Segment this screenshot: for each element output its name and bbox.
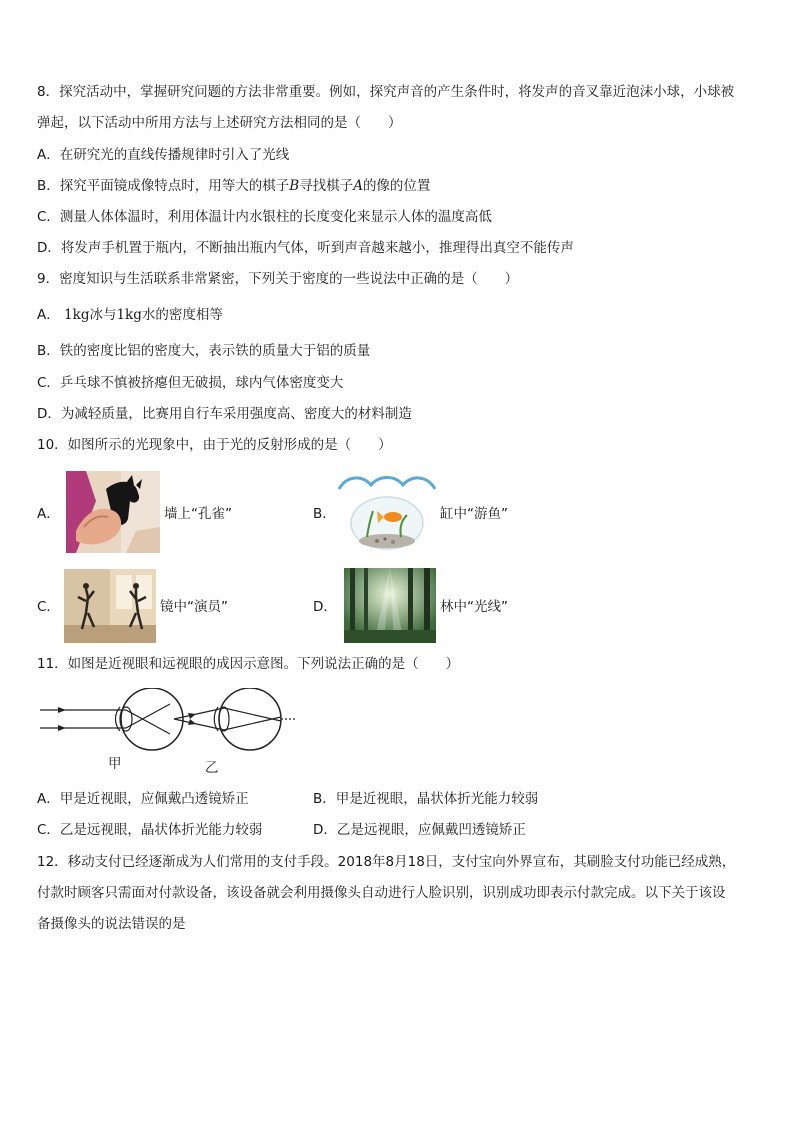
q9-option-a-letter: A．: [37, 307, 60, 323]
q8-option-b-end: 的像的位置: [362, 178, 431, 194]
q10-option-a-caption: 墙上“孔雀”: [164, 506, 232, 522]
q10-option-c-letter[interactable]: C．: [37, 599, 60, 615]
q9-option-a-unit2: 1kg: [116, 307, 142, 323]
q10-option-d-letter[interactable]: D．: [313, 599, 337, 615]
q8-stem-line2: 弹起，以下活动中所用方法与上述研究方法相同的是（ ）: [37, 115, 402, 131]
shadow-peacock-image: [66, 471, 160, 553]
q10-option-b-caption: 缸中“游鱼”: [440, 506, 508, 522]
eye-1-outline: [121, 688, 183, 750]
q10-option-a-image[interactable]: [66, 471, 160, 553]
q12-stem-line1: 12．移动支付已经逐渐成为人们常用的支付手段。2018年8月18日，支付宝向外界宣布，其刷脸支付功能已经成熟，: [37, 854, 736, 870]
q9-option-d[interactable]: D．为减轻质量，比赛用自行车采用强度高、密度大的材料制造: [37, 406, 412, 422]
q12-stem-line2: 付款时顾客只需面对付款设备，该设备就会利用摄像头自动进行人脸识别，识别成功即表示付款完成。以下关于该设: [37, 885, 726, 901]
q11-fig-label-1: 甲: [108, 756, 122, 772]
q8-option-b[interactable]: [37, 178, 430, 194]
q11-stem: 11．如图是近视眼和远视眼的成因示意图。下列说法正确的是（ ）: [37, 656, 460, 672]
q8-option-c[interactable]: C．测量人体体温时，利用体温计内水银柱的长度变化来显示人体的温度高低: [37, 209, 492, 225]
mirror-dancer-image: [64, 569, 156, 643]
q8-option-b-text: B．探究平面镜成像特点时，用等大的棋子: [37, 178, 290, 194]
eye-diagram-svg: [38, 688, 300, 776]
q9-stem: 9．密度知识与生活联系非常紧密，下列关于密度的一些说法中正确的是（ ）: [37, 271, 519, 287]
q11-option-c[interactable]: C．乙是远视眼，晶状体折光能力较弱: [37, 822, 263, 838]
q9-option-a-mid: 冰与: [89, 307, 117, 323]
q9-option-c[interactable]: C．乒乓球不慎被挤瘪但无破损，球内气体密度变大: [37, 375, 344, 391]
q11-fig-label-2: 乙: [205, 760, 219, 776]
forest-light-image: [344, 568, 436, 643]
q10-option-a-letter[interactable]: A．: [37, 506, 60, 522]
q12-stem-line3: 备摄像头的说法错误的是: [37, 916, 186, 932]
q8-stem-line1: 8．探究活动中，掌握研究问题的方法非常重要。例如，探究声音的产生条件时，将发声的音叉靠近泡沫小球，小球被: [37, 84, 735, 100]
q10-option-d-image[interactable]: [344, 568, 436, 643]
q10-option-b-image[interactable]: [337, 471, 437, 553]
q11-option-b[interactable]: B．甲是近视眼，晶状体折光能力较弱: [313, 791, 539, 807]
q9-option-a[interactable]: [37, 307, 223, 323]
q11-option-d[interactable]: D．乙是远视眼，应佩戴凹透镜矫正: [313, 822, 526, 838]
q10-option-b-letter[interactable]: B．: [313, 506, 336, 522]
eye-2-lens: [219, 707, 229, 731]
q10-option-c-caption: 镜中“演员”: [160, 599, 228, 615]
q8-option-b-var1: B: [289, 178, 300, 194]
q10-option-d-caption: 林中“光线”: [440, 599, 508, 615]
q11-eye-diagram: [38, 688, 300, 776]
q8-option-a[interactable]: A．在研究光的直线传播规律时引入了光线: [37, 147, 290, 163]
q10-stem: 10．如图所示的光现象中，由于光的反射形成的是（ ）: [37, 437, 392, 453]
q9-option-a-end: 水的密度相等: [141, 307, 223, 323]
q8-option-d[interactable]: D．将发声手机置于瓶内，不断抽出瓶内气体，听到声音越来越小，推理得出真空不能传声: [37, 240, 574, 256]
q11-option-a[interactable]: A．甲是近视眼，应佩戴凸透镜矫正: [37, 791, 249, 807]
q10-option-c-image[interactable]: [64, 569, 156, 643]
q8-option-b-mid: 寻找棋子: [299, 178, 354, 194]
fish-bowl-image: [337, 471, 437, 553]
q9-option-a-unit1: 1kg: [64, 307, 90, 323]
q9-option-b[interactable]: B．铁的密度比铝的密度大，表示铁的质量大于铝的质量: [37, 343, 371, 359]
q8-option-b-var2: A: [353, 178, 363, 194]
